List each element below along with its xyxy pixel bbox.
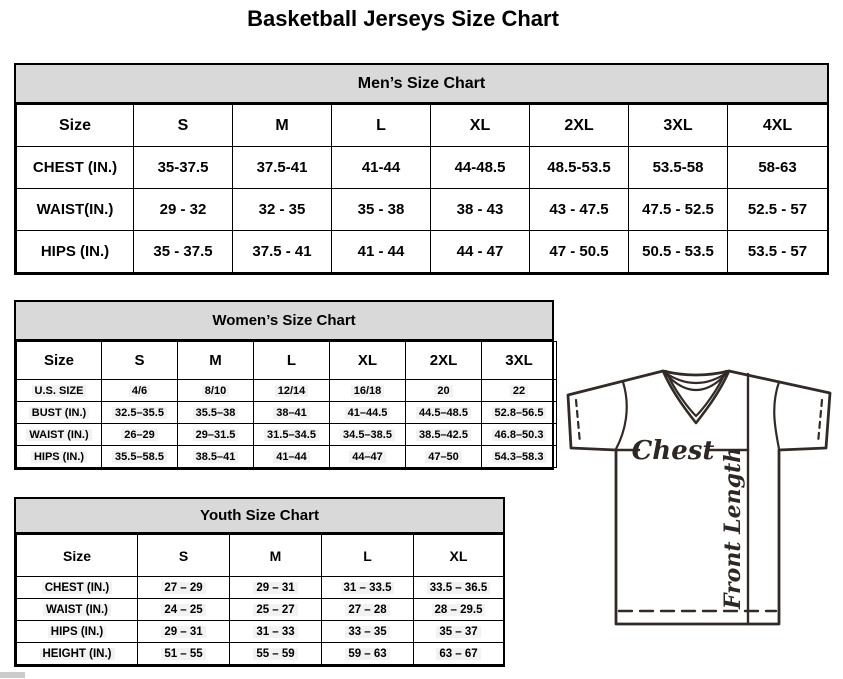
value-cell — [102, 402, 178, 424]
size-value: 38.5–41 — [193, 451, 239, 463]
size-value: 12/14 — [275, 385, 309, 397]
value-cell — [233, 147, 332, 189]
value-cell — [728, 189, 828, 231]
measurement-row — [17, 147, 828, 189]
value-cell — [230, 577, 322, 599]
size-value: 53.5 - 57 — [747, 243, 808, 260]
row-label-cell — [17, 380, 102, 402]
size-value: 27 – 28 — [345, 604, 389, 616]
size-column-header: Size — [17, 105, 134, 147]
size-value: 29–31.5 — [193, 429, 239, 441]
size-value: 52.5 - 57 — [747, 201, 808, 218]
value-cell — [322, 621, 414, 643]
value-cell — [530, 189, 629, 231]
row-label: HIPS (IN.) — [31, 451, 87, 463]
size-value: 35 - 38 — [357, 201, 405, 218]
row-label-cell — [17, 446, 102, 468]
row-label-cell — [17, 621, 138, 643]
value-cell — [431, 147, 530, 189]
womens-size-chart — [14, 300, 554, 470]
value-cell — [138, 643, 230, 665]
size-value: 27 – 29 — [161, 582, 205, 594]
size-value: 53.5-58 — [652, 159, 704, 176]
value-cell — [431, 189, 530, 231]
value-cell — [134, 231, 233, 273]
youth-size-table — [16, 534, 504, 665]
size-value: 29 – 31 — [253, 582, 297, 594]
value-cell — [330, 402, 406, 424]
size-header-row — [17, 342, 557, 380]
value-cell — [629, 231, 728, 273]
youth-size-chart — [14, 497, 505, 667]
size-value: 41 - 44 — [357, 243, 405, 260]
size-value: 35 – 37 — [436, 626, 480, 638]
value-cell — [254, 424, 330, 446]
value-cell — [530, 147, 629, 189]
value-cell — [414, 599, 504, 621]
page-title: Basketball Jerseys Size Chart — [247, 6, 559, 31]
value-cell — [233, 189, 332, 231]
size-value: 41-44 — [361, 159, 401, 176]
size-value: 34.5–38.5 — [340, 429, 395, 441]
measurement-row — [17, 599, 504, 621]
value-cell — [134, 147, 233, 189]
row-label: HEIGHT (IN.) — [40, 648, 115, 660]
size-value: 35.5–38 — [193, 407, 239, 419]
size-value: 47 - 50.5 — [549, 243, 609, 260]
mens-size-table — [16, 104, 828, 273]
value-cell — [332, 147, 431, 189]
row-label-cell — [17, 189, 134, 231]
size-value: 22 — [510, 385, 528, 397]
front-length-label: Front Length — [720, 446, 746, 610]
size-value: 44–47 — [349, 451, 386, 463]
size-value: 54.3–58.3 — [492, 451, 547, 463]
size-value: 37.5-41 — [256, 159, 308, 176]
value-cell — [530, 231, 629, 273]
size-column-header: L — [332, 105, 431, 147]
measurement-row — [17, 380, 557, 402]
size-value: 44 - 47 — [456, 243, 504, 260]
row-label: CHEST (IN.) — [42, 582, 113, 594]
size-value: 32 - 35 — [258, 201, 306, 218]
size-value: 32.5–35.5 — [112, 407, 167, 419]
size-value: 43 - 47.5 — [549, 201, 609, 218]
size-column-header: XL — [414, 535, 504, 577]
size-value: 50.5 - 53.5 — [642, 243, 714, 260]
size-value: 33 – 35 — [345, 626, 389, 638]
size-value: 63 – 67 — [436, 648, 480, 660]
value-cell — [102, 446, 178, 468]
value-cell — [728, 147, 828, 189]
size-value: 35-37.5 — [157, 159, 209, 176]
womens-chart-title: Women’s Size Chart — [16, 302, 552, 341]
chest-label: Chest — [631, 436, 715, 466]
row-label-cell — [17, 424, 102, 446]
size-value: 29 - 32 — [159, 201, 207, 218]
value-cell — [230, 643, 322, 665]
size-value: 38–41 — [273, 407, 310, 419]
value-cell — [138, 621, 230, 643]
mens-chart-title: Men’s Size Chart — [16, 65, 827, 104]
value-cell — [138, 599, 230, 621]
value-cell — [102, 380, 178, 402]
value-cell — [178, 446, 254, 468]
size-value: 41–44.5 — [345, 407, 391, 419]
value-cell — [414, 643, 504, 665]
value-cell — [332, 189, 431, 231]
size-value: 35 - 37.5 — [153, 243, 213, 260]
row-label-cell — [17, 599, 138, 621]
size-value: 47.5 - 52.5 — [642, 201, 714, 218]
row-label: WAIST (IN.) — [43, 604, 111, 616]
row-label-cell — [17, 643, 138, 665]
size-value: 48.5-53.5 — [547, 159, 611, 176]
size-value: 58-63 — [758, 159, 797, 176]
size-value: 59 – 63 — [345, 648, 389, 660]
value-cell — [330, 380, 406, 402]
row-label-cell — [17, 231, 134, 273]
size-column-header: L — [254, 342, 330, 380]
size-column-header: XL — [431, 105, 530, 147]
value-cell — [414, 621, 504, 643]
size-value: 33.5 – 36.5 — [427, 582, 491, 594]
size-column-header: M — [233, 105, 332, 147]
value-cell — [330, 446, 406, 468]
row-label: WAIST (IN.) — [26, 429, 91, 441]
size-value: 4/6 — [129, 385, 150, 397]
size-column-header: 3XL — [629, 105, 728, 147]
size-value: 31 – 33.5 — [341, 582, 395, 594]
value-cell — [322, 577, 414, 599]
jersey-measurement-diagram — [555, 360, 843, 640]
size-value: 38 - 43 — [456, 201, 504, 218]
value-cell — [330, 424, 406, 446]
value-cell — [431, 231, 530, 273]
size-column-header: 2XL — [406, 342, 482, 380]
measurement-row — [17, 231, 828, 273]
size-value: 37.5 - 41 — [252, 243, 312, 260]
row-label: HIPS (IN.) — [40, 243, 110, 260]
size-header-row — [17, 105, 828, 147]
value-cell — [230, 621, 322, 643]
size-value: 44.5–48.5 — [416, 407, 471, 419]
size-value: 47–50 — [425, 451, 462, 463]
size-value: 51 – 55 — [161, 648, 205, 660]
size-column-header: 4XL — [728, 105, 828, 147]
size-header-row — [17, 535, 504, 577]
size-value: 31.5–34.5 — [264, 429, 319, 441]
row-label: U.S. SIZE — [32, 385, 87, 397]
value-cell — [629, 189, 728, 231]
value-cell — [138, 577, 230, 599]
size-value: 8/10 — [202, 385, 229, 397]
size-value: 31 – 33 — [253, 626, 297, 638]
value-cell — [254, 446, 330, 468]
row-label: WAIST(IN.) — [36, 201, 114, 218]
row-label-cell — [17, 147, 134, 189]
size-column-header: Size — [17, 535, 138, 577]
value-cell — [406, 424, 482, 446]
size-column-header: S — [102, 342, 178, 380]
value-cell — [332, 231, 431, 273]
measurement-row — [17, 643, 504, 665]
measurement-row — [17, 577, 504, 599]
size-column-header: S — [138, 535, 230, 577]
row-label: CHEST (IN.) — [32, 159, 118, 176]
size-value: 16/18 — [351, 385, 385, 397]
size-column-header: M — [230, 535, 322, 577]
jersey-outline — [568, 371, 830, 624]
size-value: 28 – 29.5 — [432, 604, 486, 616]
size-column-header: 3XL — [482, 342, 557, 380]
value-cell — [178, 380, 254, 402]
value-cell — [322, 643, 414, 665]
value-cell — [178, 424, 254, 446]
size-value: 46.8–50.3 — [492, 429, 547, 441]
value-cell — [406, 380, 482, 402]
size-value: 26–29 — [121, 429, 158, 441]
size-value: 25 – 27 — [253, 604, 297, 616]
size-value: 52.8–56.5 — [492, 407, 547, 419]
size-value: 55 – 59 — [253, 648, 297, 660]
row-label-cell — [17, 402, 102, 424]
value-cell — [406, 446, 482, 468]
value-cell — [254, 380, 330, 402]
youth-chart-title: Youth Size Chart — [16, 499, 503, 534]
row-label-cell — [17, 577, 138, 599]
size-value: 41–44 — [273, 451, 310, 463]
measurement-row — [17, 424, 557, 446]
value-cell — [728, 231, 828, 273]
size-value: 20 — [434, 385, 452, 397]
value-cell — [482, 402, 557, 424]
size-column-header: 2XL — [530, 105, 629, 147]
value-cell — [406, 402, 482, 424]
size-value: 24 – 25 — [161, 604, 205, 616]
value-cell — [233, 231, 332, 273]
size-column-header: M — [178, 342, 254, 380]
value-cell — [230, 599, 322, 621]
measurement-row — [17, 621, 504, 643]
value-cell — [482, 446, 557, 468]
measurement-row — [17, 402, 557, 424]
size-value: 35.5–58.5 — [112, 451, 167, 463]
measurement-row — [17, 446, 557, 468]
size-value: 29 – 31 — [161, 626, 205, 638]
value-cell — [414, 577, 504, 599]
row-label: BUST (IN.) — [29, 407, 89, 419]
value-cell — [629, 147, 728, 189]
measurement-row — [17, 189, 828, 231]
value-cell — [102, 424, 178, 446]
mens-size-chart — [14, 63, 829, 275]
size-value: 44-48.5 — [454, 159, 506, 176]
size-column-header: S — [134, 105, 233, 147]
value-cell — [178, 402, 254, 424]
value-cell — [134, 189, 233, 231]
cropped-corner-element — [0, 672, 25, 678]
row-label: HIPS (IN.) — [48, 626, 106, 638]
value-cell — [482, 380, 557, 402]
value-cell — [322, 599, 414, 621]
size-value: 38.5–42.5 — [416, 429, 471, 441]
size-column-header: L — [322, 535, 414, 577]
value-cell — [482, 424, 557, 446]
womens-size-table — [16, 341, 557, 468]
size-column-header: XL — [330, 342, 406, 380]
value-cell — [254, 402, 330, 424]
size-column-header: Size — [17, 342, 102, 380]
